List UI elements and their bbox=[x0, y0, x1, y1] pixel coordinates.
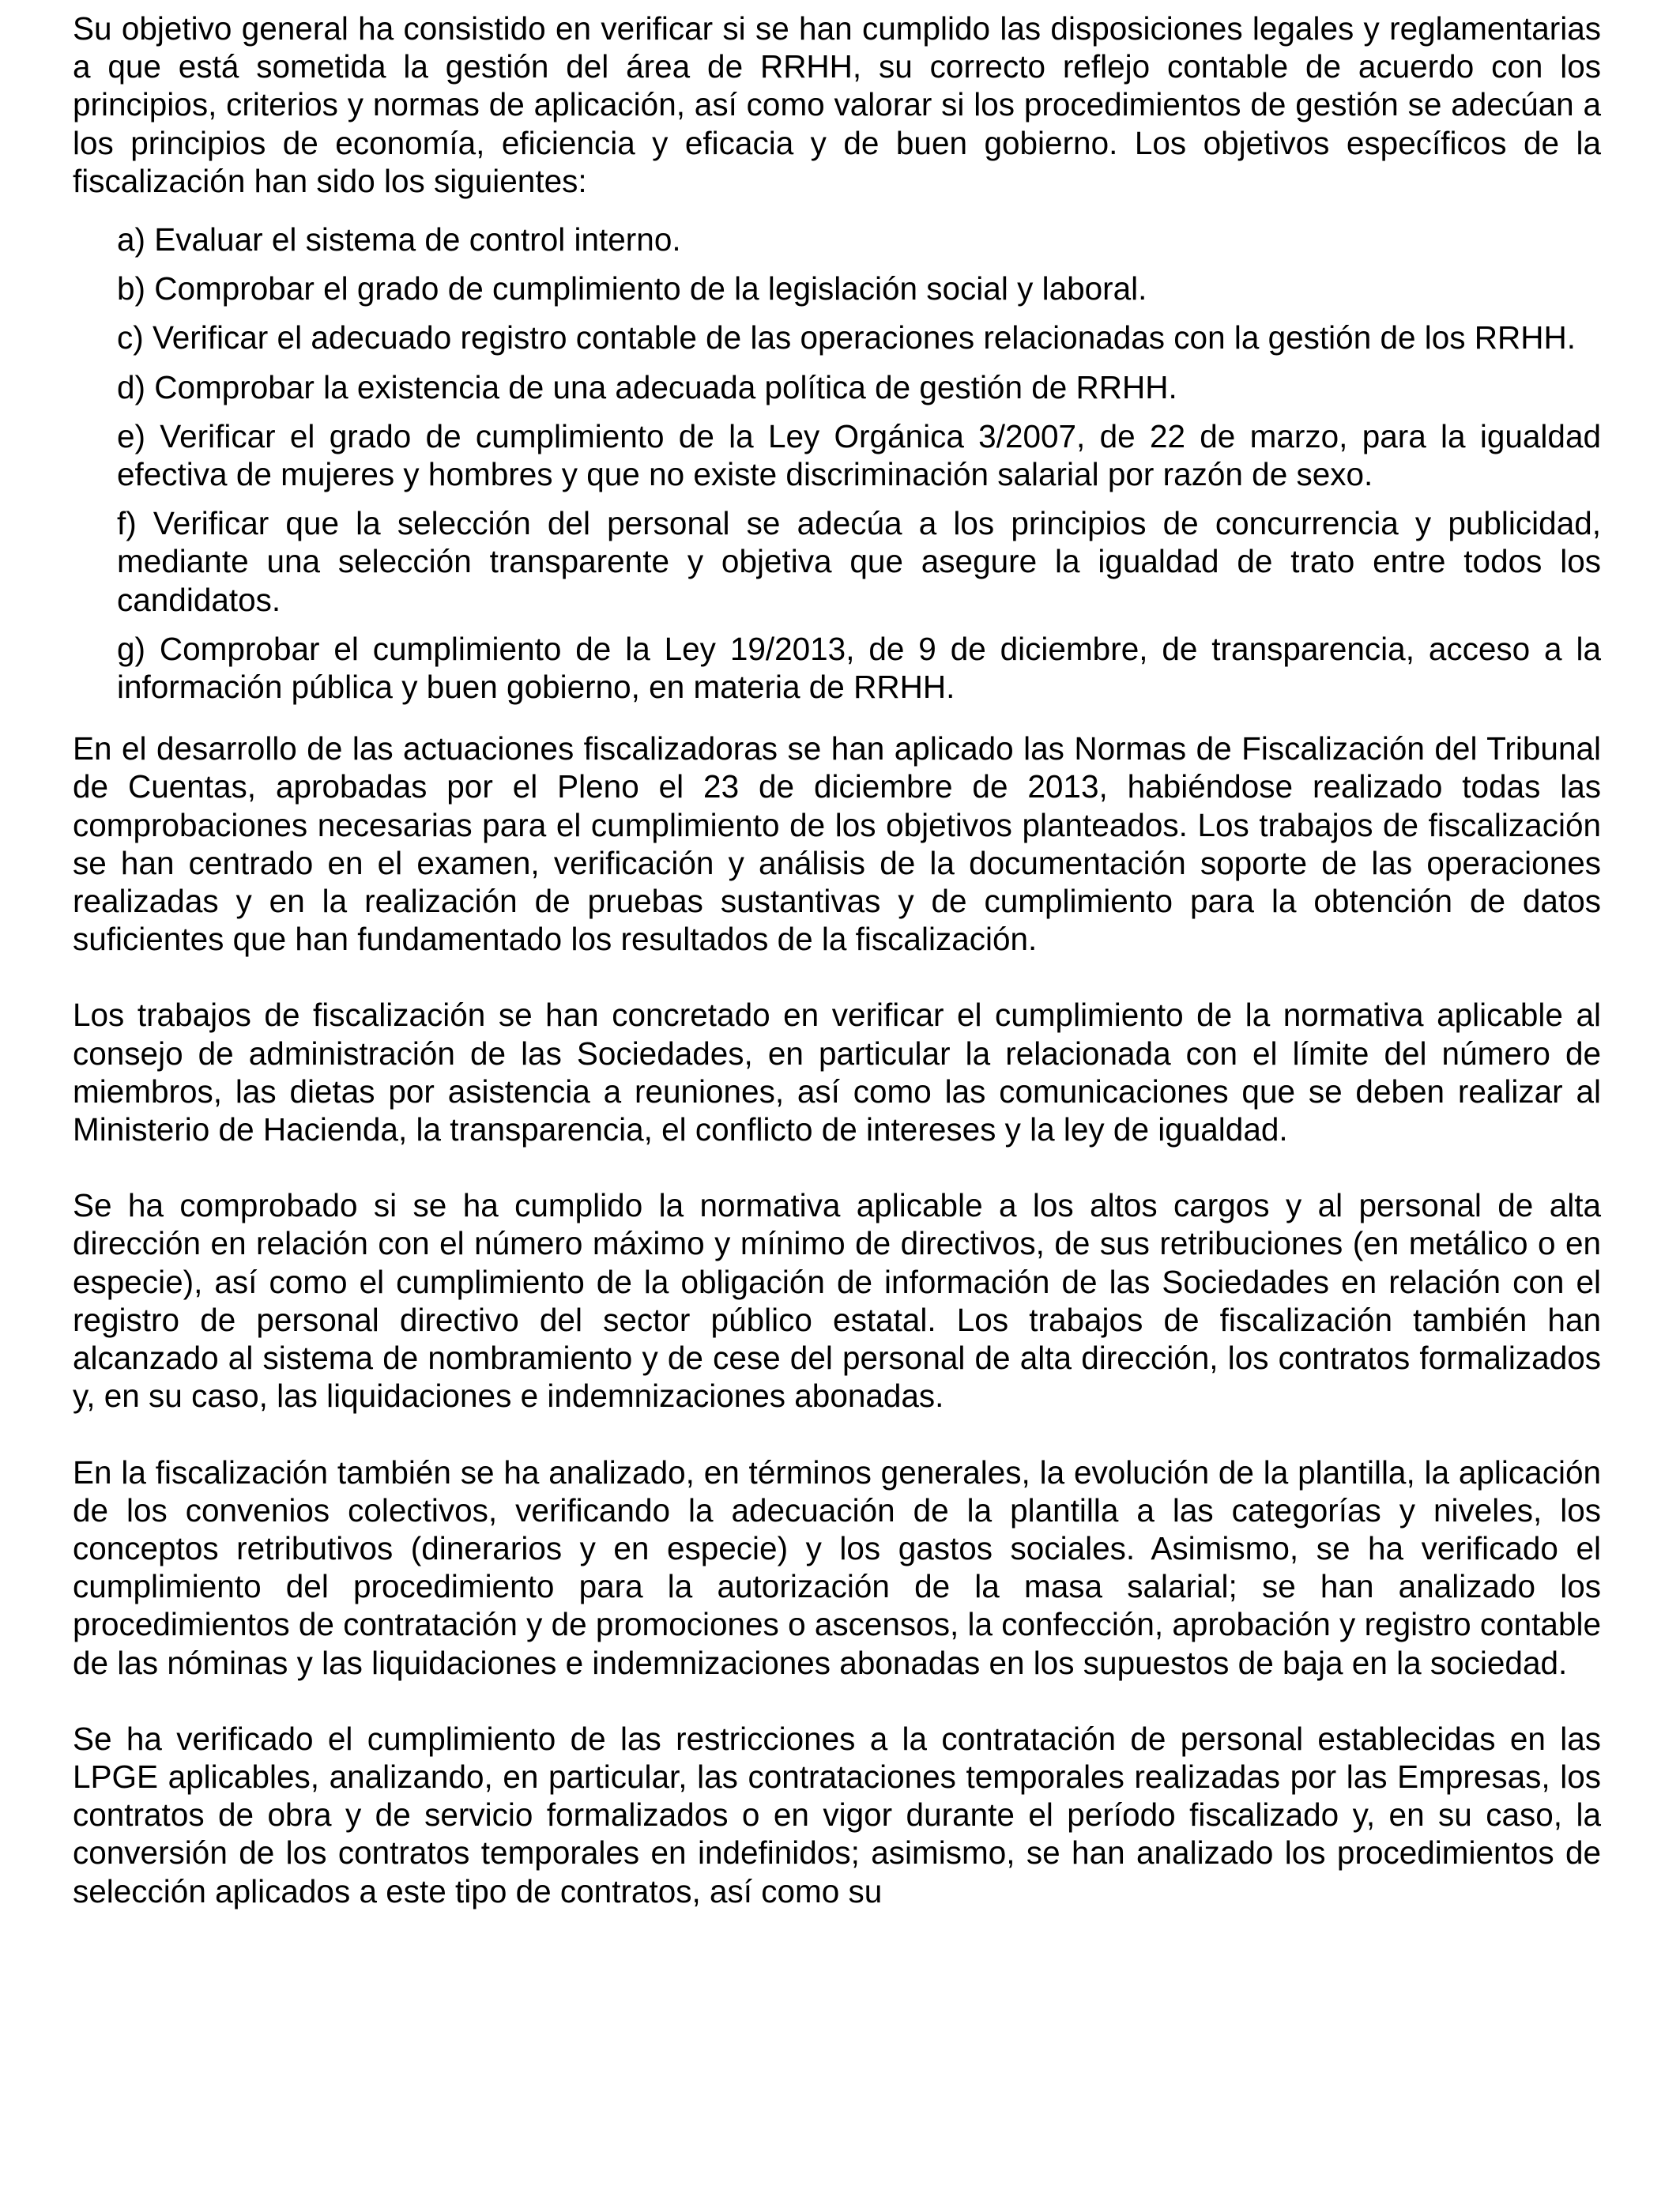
body-paragraph-contratacion: Se ha verificado el cumplimiento de las restricciones a la contratación de personal establecidas en las LPGE aplicables, analizando, en particular, las contrataciones temporales realizadas por las Empresas, los contratos de obra y de servicio formalizados o en vigor durante el período fiscalizado y, en su caso, la conversión de los contratos temporales en indefinidos; asimismo, se han analizado los procedimientos de selección aplicados a este tipo de contratos, así como su bbox=[73, 1720, 1601, 1909]
body-paragraph-plantilla: En la fiscalización también se ha analizado, en términos generales, la evolución de la plantilla, la aplicación de los convenios colectivos, verificando la adecuación de la plantilla a las categorías y niveles, los conceptos retributivos (dinerarios y en especie) y los gastos sociales. Asimismo, se ha verificado el cumplimiento del procedimiento para la autorización de la masa salarial; se han analizado los procedimientos de contratación y de promociones o ascensos, la confección, aprobación y registro contable de las nóminas y las liquidaciones e indemnizaciones abonadas en los supuestos de baja en la sociedad. bbox=[73, 1453, 1601, 1681]
objectives-list bbox=[73, 221, 1601, 706]
objective-item-b: b) Comprobar el grado de cumplimiento de la legislación social y laboral. bbox=[117, 270, 1147, 307]
objective-item-a: a) Evaluar el sistema de control interno. bbox=[117, 221, 681, 258]
objective-item-e: e) Verificar el grado de cumplimiento de la Ley Orgánica 3/2007, de 22 de marzo, para la igualdad efectiva de mujeres y hombres y que no existe discriminación salarial por razón de sexo. bbox=[117, 417, 1601, 493]
objective-item-c: c) Verificar el adecuado registro contable de las operaciones relacionadas con la gestión de los RRHH. bbox=[117, 319, 1576, 356]
body-paragraph-consejo: Los trabajos de fiscalización se han concretado en verificar el cumplimiento de la normativa aplicable al consejo de administración de las Sociedades, en particular la relacionada con el límite del número de miembros, las dietas por asistencia a reuniones, así como las comunicaciones que se deben realizar al Ministerio de Hacienda, la transparencia, el conflicto de intereses y la ley de igualdad. bbox=[73, 997, 1601, 1148]
objective-item-d: d) Comprobar la existencia de una adecuada política de gestión de RRHH. bbox=[117, 368, 1177, 405]
body-paragraph-altos-cargos: Se ha comprobado si se ha cumplido la normativa aplicable a los altos cargos y al personal de alta dirección en relación con el número máximo y mínimo de directivos, de sus retribuciones (en metálico o en especie), así como el cumplimiento de la obligación de información de las Sociedades en relación con el registro de personal directivo del sector público estatal. Los trabajos de fiscalización también han alcanzado al sistema de nombramiento y de cese del personal de alta dirección, los contratos formalizados y, en su caso, las liquidaciones e indemnizaciones abonadas. bbox=[73, 1187, 1601, 1415]
objective-item-g: g) Comprobar el cumplimiento de la Ley 19/2013, de 9 de diciembre, de transparencia, acceso a la información pública y buen gobierno, en materia de RRHH. bbox=[117, 630, 1601, 706]
intro-paragraph: Su objetivo general ha consistido en verificar si se han cumplido las disposiciones legales y reglamentarias a que está sometida la gestión del área de RRHH, su correcto reflejo contable de acuerdo con los principios, criterios y normas de aplicación, así como valorar si los procedimientos de gestión se adecúan a los principios de economía, eficiencia y eficacia y de buen gobierno. Los objetivos específicos de la fiscalización han sido los siguientes: bbox=[73, 10, 1601, 199]
objective-item-f: f) Verificar que la selección del personal se adecúa a los principios de concurrencia y publicidad, mediante una selección transparente y objetiva que asegure la igualdad de trato entre todos los candidatos. bbox=[117, 505, 1601, 618]
body-paragraph-normas: En el desarrollo de las actuaciones fiscalizadoras se han aplicado las Normas de Fiscalización del Tribunal de Cuentas, aprobadas por el Pleno el 23 de diciembre de 2013, habiéndose realizado todas las comprobaciones necesarias para el cumplimiento de los objetivos planteados. Los trabajos de fiscalización se han centrado en el examen, verificación y análisis de la documentación soporte de las operaciones realizadas y en la realización de pruebas sustantivas y de cumplimiento para la obtención de datos suficientes que han fundamentado los resultados de la fiscalización. bbox=[73, 730, 1601, 958]
document-body bbox=[73, 9, 1601, 1910]
